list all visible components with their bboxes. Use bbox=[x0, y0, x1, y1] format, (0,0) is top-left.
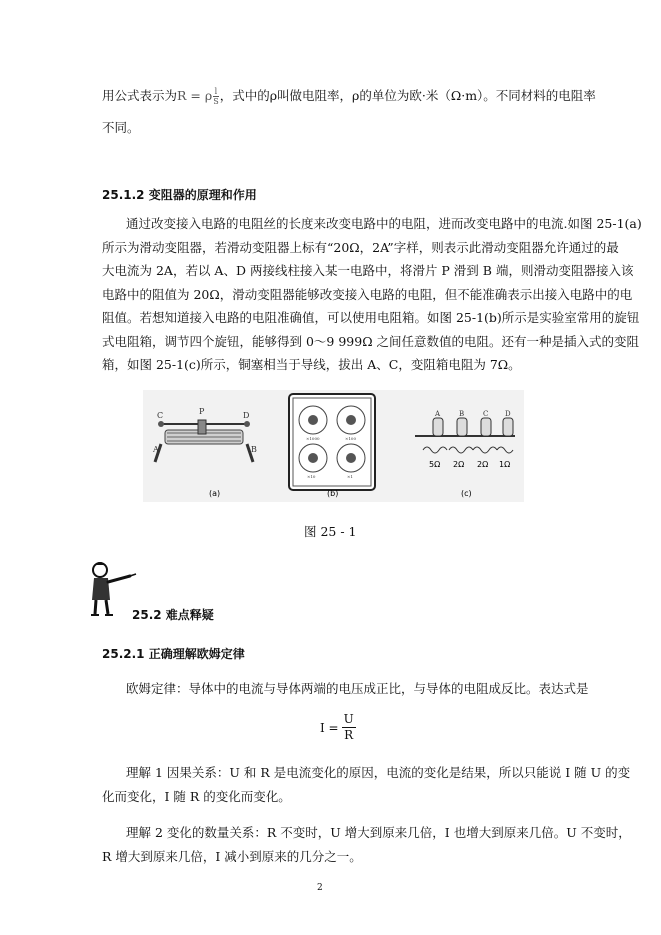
figure-label-c: (c) bbox=[461, 489, 472, 498]
paragraph-line: 阻值。若想知道接入电路的电阻准确值，可以使用电阻箱。如图 25-1(b)所示是实验室常用的旋钮 bbox=[102, 310, 640, 325]
ohms-law-formula bbox=[320, 712, 356, 743]
understanding-2 bbox=[102, 821, 631, 868]
dial-label: ×100 bbox=[345, 436, 356, 441]
figure-caption: 图 25 - 1 bbox=[304, 524, 357, 539]
paragraph-line: 所示为滑动变阻器，若滑动变阻器上标有“20Ω，2A”字样，则表示此滑动变阻器允许通过的最 bbox=[102, 239, 619, 255]
understanding-1-line-1: 理解 1 因果关系：U 和 R 是电流变化的原因，电流的变化是结果，所以只能说 I 随 U 的变 bbox=[126, 765, 631, 780]
section-heading-25-2: 25.2 难点释疑 bbox=[132, 608, 214, 622]
dial-label: ×1000 bbox=[306, 436, 320, 441]
paragraph-line: 大电流为 2A，若以 A、D 两接线柱接入某一电路中，将滑片 P 滑到 B 端，则滑动变阻器接入该 bbox=[102, 263, 634, 278]
slider-label-b: B bbox=[251, 445, 257, 454]
slider-label-a: A bbox=[153, 445, 159, 454]
section-25-1-2-body bbox=[102, 212, 642, 377]
plug-value: 1Ω bbox=[499, 460, 511, 469]
paragraph-line: 通过改变接入电路的电阻丝的长度来改变电路中的电阻，进而改变电路中的电流.如图 25-1(a) bbox=[126, 216, 642, 231]
dial-label: ×10 bbox=[307, 474, 316, 479]
resistivity-formula bbox=[177, 87, 220, 106]
plug-label-c: C bbox=[483, 410, 489, 418]
paragraph-line: 箱，如图 25-1(c)所示，铜塞相当于导线，拔出 A、C，变阻箱电阻为 7Ω。 bbox=[102, 357, 521, 372]
figure-25-1 bbox=[143, 390, 524, 502]
plug-value: 2Ω bbox=[453, 460, 465, 469]
section-heading-25-2-1: 25.2.1 正确理解欧姆定律 bbox=[102, 647, 245, 661]
dial-resistance-box-illustration bbox=[289, 394, 375, 490]
ohms-law-statement: 欧姆定律：导体中的电流与导体两端的电压成正比，与导体的电阻成反比。表达式是 bbox=[126, 681, 589, 696]
paragraph-line: 式电阻箱，调节四个旋钮，能够得到 0～9 999Ω 之间任意数值的电阻。还有一种是插入式的变阻 bbox=[102, 333, 640, 349]
understanding-1-line-2: 化而变化，I 随 R 的变化而变化。 bbox=[102, 788, 291, 804]
formula-numerator: l bbox=[214, 87, 218, 96]
figure-label-a: (a) bbox=[209, 489, 221, 498]
slider-rheostat-illustration bbox=[155, 420, 253, 462]
paragraph-line: 电路中的阻值为 20Ω，滑动变阻器能够改变接入电路的电阻，但不能准确表示出接入电路中的电 bbox=[102, 286, 633, 302]
understanding-1 bbox=[102, 761, 630, 808]
plug-value: 5Ω bbox=[429, 460, 441, 469]
pointing-man-icon bbox=[86, 560, 138, 618]
dial-label: ×1 bbox=[347, 474, 353, 479]
formula-denominator: R bbox=[344, 728, 354, 742]
figure-label-b: (b) bbox=[327, 489, 339, 498]
understanding-2-line-2: R 增大到原来几倍，I 减小到原来的几分之一。 bbox=[102, 848, 362, 864]
section-heading-25-1-2: 25.1.2 变阻器的原理和作用 bbox=[102, 188, 257, 202]
plug-label-a: A bbox=[435, 410, 441, 418]
plug-label-b: B bbox=[459, 410, 465, 418]
plug-resistance-box-illustration bbox=[415, 418, 515, 453]
formula-fraction bbox=[213, 87, 218, 106]
formula-r: R = ρ bbox=[177, 88, 213, 103]
intro-suffix: ，式中的ρ叫做电阻率，ρ的单位为欧·米（Ω·m）。不同材料的电阻率 bbox=[219, 88, 596, 103]
formula-fraction bbox=[342, 712, 356, 743]
formula-numerator: U bbox=[343, 712, 354, 726]
plug-value: 2Ω bbox=[477, 460, 489, 469]
slider-label-d: D bbox=[243, 411, 250, 420]
page-number: 2 bbox=[317, 883, 323, 893]
formula-denominator: S bbox=[213, 97, 219, 106]
intro-prefix: 用公式表示为 bbox=[102, 88, 178, 103]
plug-label-d: D bbox=[505, 410, 511, 418]
slider-label-p: P bbox=[199, 407, 205, 416]
understanding-2-line-1: 理解 2 变化的数量关系：R 不变时，U 增大到原来几倍，I 也增大到原来几倍。U 不变时， bbox=[126, 825, 631, 840]
slider-label-c: C bbox=[157, 411, 164, 420]
formula-left: I = bbox=[320, 720, 339, 735]
figure-illustration bbox=[143, 390, 524, 502]
intro-line-1 bbox=[102, 84, 596, 108]
intro-line-2: 不同。 bbox=[102, 120, 140, 135]
